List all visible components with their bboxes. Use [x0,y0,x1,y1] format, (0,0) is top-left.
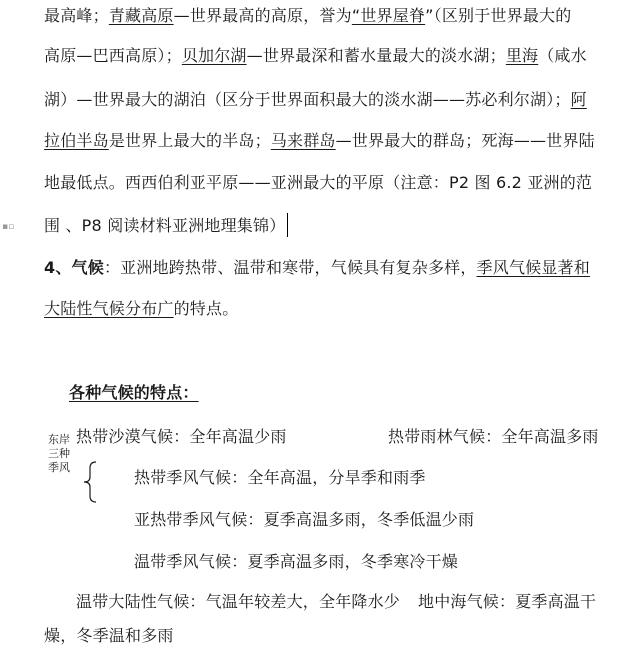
rainforest-climate: 热带雨林气候：全年高温多雨 [388,427,599,446]
climates-heading: 各种气候的特点： [69,383,199,402]
text: 最高峰； [44,6,109,25]
text: 围 、P8 阅读材料亚洲地理集锦） [44,216,286,235]
text: —世界最高的高原，誉为 [173,6,352,25]
desert-climate: 热带沙漠气候：全年高温少雨 [76,427,287,446]
para1-line2 [44,46,587,66]
para1-line5 [44,173,592,193]
text: —世界最深和蓄水量最大的淡水湖； [246,46,506,65]
text: —世界最大的群岛；死海——世界陆 [335,131,595,150]
three-kinds-label: 三种 [48,447,70,460]
underlined-term: 马来群岛 [270,131,336,150]
section-number: 4、气候 [44,258,104,277]
text: （咸水 [538,46,587,65]
monsoon-label: 季风 [48,461,70,474]
para1-line3 [44,90,587,110]
brace-icon [80,460,100,504]
para1-line4 [44,131,595,151]
mediterranean-climate-cont: 燥，冬季温和多雨 [44,626,174,645]
margin-marker: ▪▫ [2,222,15,232]
underlined-term: 拉伯半岛 [44,131,109,150]
text: 高原—巴西高原）； [44,46,182,65]
text: ：亚洲地跨热带、温带和寒带，气候具有复杂多样， [103,258,477,277]
temperate-monsoon-climate: 温带季风气候：夏季高温多雨，冬季寒冷干燥 [134,552,459,571]
continental-climate: 温带大陆性气候：气温年较差大，全年降水少 [76,592,401,611]
para1-line1 [44,6,571,26]
underlined-term: 青藏高原 [108,6,174,25]
tropical-monsoon-climate: 热带季风气候：全年高温，分旱季和雨季 [134,468,426,487]
text: 湖）—世界最大的湖泊（区分于世界面积最大的淡水湖——苏必利尔湖）； [44,90,571,109]
text: 的特点。 [173,299,239,318]
text: 是世界上最大的半岛； [108,131,271,150]
mediterranean-climate: 地中海气候：夏季高温干 [418,592,597,611]
underlined-term: 阿 [570,90,587,109]
subtropical-monsoon-climate: 亚热带季风气候：夏季高温多雨，冬季低温少雨 [134,510,475,529]
underlined-term: “世界屋脊 [351,6,426,25]
text-cursor [287,213,288,237]
para1-line6 [44,213,288,237]
text: ”（区别于世界最大的 [425,6,572,25]
section4-line1 [44,258,590,278]
underlined-term: 季风气候显著和 [476,258,590,277]
text: 地最低点。西西伯利亚平原——亚洲最大的平原（注意：P2 图 6.2 亚洲的范 [44,173,593,192]
section4-line2 [44,299,238,319]
east-coast-label: 东岸 [48,433,70,446]
underlined-term: 大陆性气候分布广 [44,299,174,318]
underlined-term: 里海 [505,46,539,65]
underlined-term: 贝加尔湖 [181,46,247,65]
